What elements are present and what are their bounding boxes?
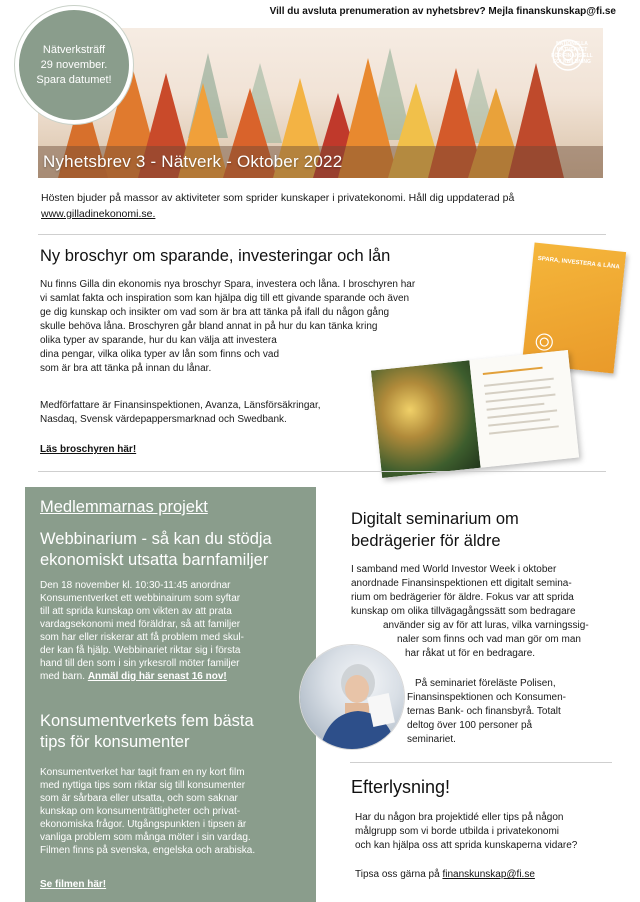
tips-heading	[40, 711, 254, 753]
text-line: rium om bedrägerier för äldre. Fokus var att sprida	[351, 592, 574, 603]
text-line: till att sprida kunskap om vikten av att prata	[40, 606, 232, 617]
heading-line: bedrägerier för äldre	[351, 532, 501, 550]
text-line: med barn.	[40, 671, 86, 682]
contact-email-link[interactable]: finanskunskap@fi.se	[442, 869, 535, 880]
cover-logo-icon	[533, 331, 555, 353]
seminar-speakers	[407, 677, 607, 747]
text-line: seminariet.	[407, 734, 456, 745]
text-line: Nu finns Gilla din ekonomis nya broschyr Spara, investera och låna. I broschyren har	[40, 279, 416, 290]
text-line: Filmen finns på svenska, engelska och arabiska.	[40, 845, 256, 856]
text-line: anordnade Finansinspektionen ett digitalt semina-	[351, 578, 572, 589]
heading-line: Webbinarium - så kan du stödja	[40, 530, 272, 548]
heading-line: Digitalt seminarium om	[351, 510, 519, 528]
text-line: kunskap om olika tillvägagångssätt som bedragare	[351, 606, 576, 617]
text-line: och kan hjälpa oss att sprida kunskaperna vidare?	[355, 840, 578, 851]
webinar-heading	[40, 529, 272, 571]
text-line: använder sig av för att luras, vilka varningssig-	[383, 620, 589, 631]
intro-text: Hösten bjuder på massor av aktiviteter som sprider kunskaper i privatekonomi. Håll dig uppdaterad på	[41, 192, 515, 204]
read-brochure-link[interactable]: Läs broschyren här!	[40, 444, 137, 455]
call-for-ideas-body	[355, 811, 625, 853]
text-line: målgrupp som vi borde utbilda i privatekonomi	[355, 826, 559, 837]
elderly-woman-photo	[300, 645, 404, 749]
contact-prefix: Tipsa oss gärna på	[355, 869, 440, 880]
text-line: med nyttiga tips som riktar sig till konsumenter	[40, 780, 246, 791]
watch-film-link[interactable]: Se filmen här!	[40, 879, 107, 890]
badge-line: Nätverksträff	[42, 43, 106, 56]
logo-line: NÄTVERKET	[556, 47, 588, 53]
divider	[350, 762, 612, 763]
brochure-cover-title: SPARA, INVESTERA & LÅNA	[537, 255, 620, 271]
text-line: I samband med World Investor Week i oktober	[351, 564, 557, 575]
brochure-page	[469, 350, 579, 468]
text-line: Konsumentverket ett webbinairum som syftar	[40, 593, 241, 604]
brochure-heading: Ny broschyr om sparande, investeringar och lån	[40, 247, 391, 265]
text-line: hand till den som i sin yrkesroll möter familjer	[40, 658, 240, 669]
text-line: olika typer av sparande, hur du kan välja att investera	[40, 335, 277, 346]
elderly-woman-illustration	[300, 645, 404, 749]
text-line: som har eller riskerar att få problem med skul-	[40, 632, 244, 643]
text-line: skulle behöva låna. Broschyren går bland annat in på hur du kan tänka kring	[40, 321, 378, 332]
text-line: Finansinspektionen och Konsumen-	[407, 692, 566, 703]
tips-body	[40, 766, 302, 857]
newsletter-title: Nyhetsbrev 3 - Nätverk - Oktober 2022	[43, 152, 343, 171]
intro-paragraph	[41, 190, 596, 222]
text-line: naler som finns och vad man gör om man	[397, 634, 581, 645]
text-line: vanliga problem som många möter i sin vardag.	[40, 832, 251, 843]
text-line: vardagsekonomi med föräldrar, så att familjer	[40, 619, 241, 630]
logo-line: FÖR FINANSIELL	[551, 53, 593, 59]
text-line: Nasdaq, Svensk värdepappersmarknad och Swedbank.	[40, 414, 287, 425]
text-line: ge dig kunskap och insikter om vad som är bra att tänka på ifall du någon gång	[40, 307, 390, 318]
seminar-body	[351, 563, 621, 661]
contact-line	[355, 868, 625, 882]
text-line: som är sårbara eller utsatta, och som saknar	[40, 793, 238, 804]
member-projects-panel	[25, 487, 316, 902]
register-webinar-link[interactable]: Anmäl dig här senast 16 nov!	[87, 671, 227, 682]
website-link[interactable]: www.gilladinekonomi.se.	[41, 208, 156, 220]
logo-line: FOLKBILDNING	[553, 59, 591, 65]
heading-line: ekonomiskt utsatta barnfamiljer	[40, 551, 269, 569]
heading-line: Konsumentverkets fem bästa	[40, 712, 254, 730]
heading-line: tips för konsumenter	[40, 733, 190, 751]
badge-line: Spara datumet!	[36, 73, 112, 86]
text-line: dina pengar, vilka olika typer av lån som finns och vad	[40, 349, 280, 360]
text-line: ekonomiska frågor. Utgångspunkten i tipsen är	[40, 819, 247, 830]
text-line: På seminariet föreläste Polisen,	[415, 678, 556, 689]
divider	[38, 234, 606, 235]
text-line: Har du någon bra projektidé eller tips på någon	[355, 812, 564, 823]
text-line: har råkat ut för en bedragare.	[405, 648, 536, 659]
text-line: deltog över 100 personer på	[407, 720, 533, 731]
text-line: ternas Bank- och finansbyrå. Totalt	[407, 706, 561, 717]
network-logo	[551, 38, 593, 65]
logo-icon	[551, 38, 585, 72]
logo-line: NATIONELLA	[556, 41, 588, 47]
badge-line: 29 november.	[40, 58, 108, 71]
seminar-heading	[351, 508, 519, 552]
brochure-spread-image	[371, 350, 579, 478]
text-line: som är bra att tänka på innan du lånar.	[40, 363, 212, 374]
member-projects-heading: Medlemmarnas projekt	[40, 498, 208, 516]
text-line: vi samlat fakta och inspiration som kan hjälpa dig till ett givande sparande och även	[40, 293, 410, 304]
event-badge	[15, 6, 133, 124]
brochure-coauthors	[40, 399, 380, 427]
webinar-body	[40, 579, 302, 683]
brochure-photo	[371, 360, 481, 478]
call-for-ideas-heading: Efterlysning!	[351, 777, 451, 797]
unsubscribe-notice: Vill du avsluta prenumeration av nyhetsbrev? Mejla finanskunskap@fi.se	[269, 6, 616, 17]
divider	[38, 471, 606, 472]
text-line: Den 18 november kl. 10:30-11:45 anordnar	[40, 580, 231, 591]
brochure-body	[40, 278, 480, 376]
text-line: Medförfattare är Finansinspektionen, Avanza, Länsförsäkringar,	[40, 400, 321, 411]
text-line: kunskap om konsumenträttigheter och privat-	[40, 806, 241, 817]
text-line: Konsumentverket har tagit fram en ny kort film	[40, 767, 245, 778]
text-line: der kan få hjälp. Webbinariet riktar sig i första	[40, 645, 241, 656]
